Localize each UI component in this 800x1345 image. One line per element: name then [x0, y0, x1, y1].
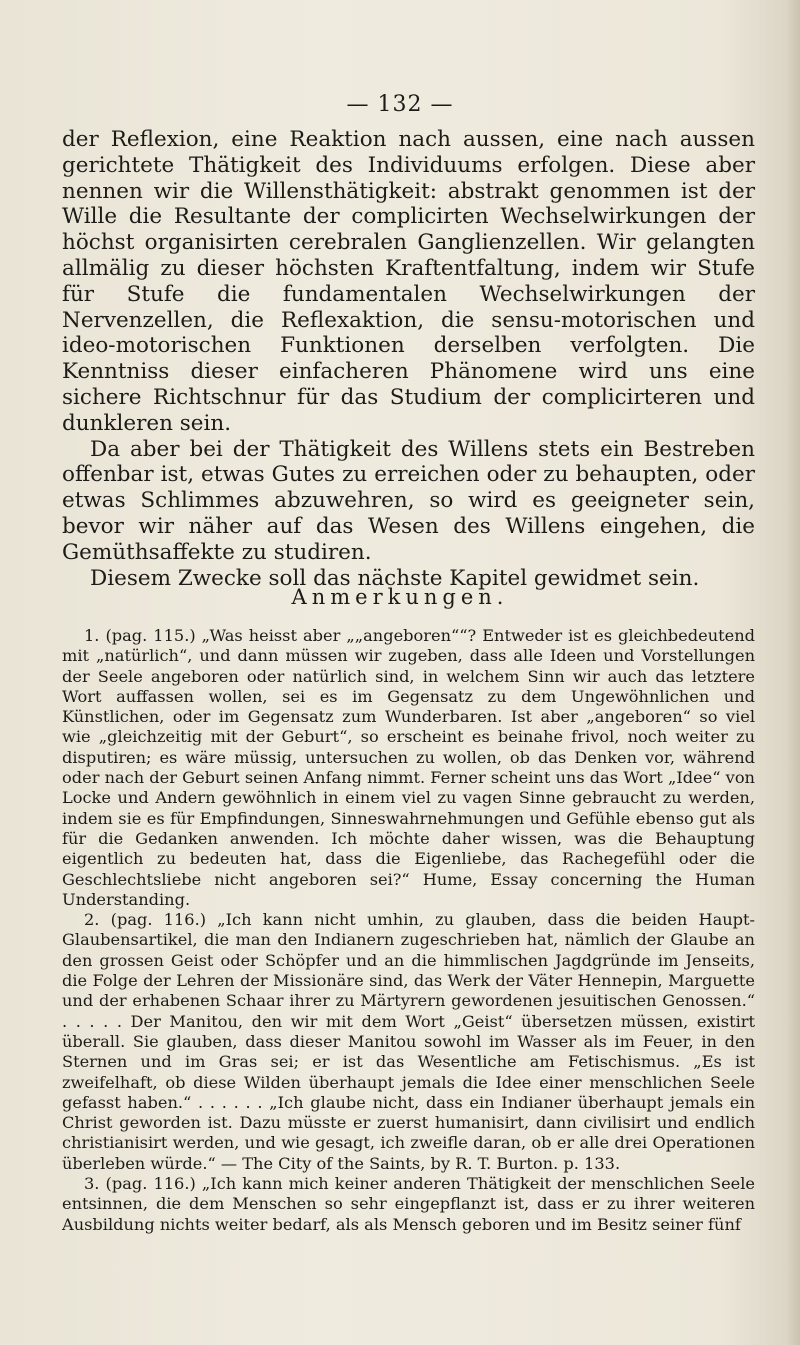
notes-section [62, 626, 755, 1235]
note-3: 3. (pag. 116.) „Ich kann mich keiner anderen Thätigkeit der menschlichen Seele entsinnen, die dem Menschen so sehr eingepflanzt ist, dass er zu ihrer weiteren Ausbildung nichts weiter bedarf, als als Mensch geboren und im Besitz seiner fünf [62, 1174, 755, 1234]
notes-heading: Anmerkungen. [291, 585, 509, 609]
paragraph-1: der Reflexion, eine Reaktion nach aussen, eine nach aussen gerichtete Thätigkeit des Individuums erfolgen. Diese aber nennen wir die Willensthätigkeit: abstrakt genommen ist der Wille die Resultante der complicirten Wechselwirkungen der höchst organisirten cerebralen Ganglienzellen. Wir gelangten allmälig zu dieser höchsten Kraftentfaltung, indem wir Stufe für Stufe die fundamentalen Wechselwirkungen der Nervenzellen, die Reflexaktion, die sensu-motorischen und ideo-motorischen Funktionen derselben verfolgten. Die Kenntniss dieser einfacheren Phänomene wird uns eine sichere Richtschnur für das Studium der complicirteren und dunkleren sein. [62, 127, 755, 436]
note-1: 1. (pag. 115.) „Was heisst aber „„angeboren““? Entweder ist es gleichbedeutend mit „natürlich“, und dann müssen wir zugeben, dass alle Ideen und Vorstellungen der Seele angeboren oder natürlich sind, in welchem Sinn wir auch das letztere Wort auffassen wollen, sei es im Gegensatz zu dem Ungewöhnlichen und Künstlichen, oder im Gegensatz zum Wunderbaren. Ist aber „angeboren“ so viel wie „gleichzeitig mit der Geburt“, so erscheint es beinahe frivol, noch weiter zu disputiren; es wäre müssig, untersuchen zu wollen, ob das Denken vor, während oder nach der Geburt seinen Anfang nimmt. Ferner scheint uns das Wort „Idee“ von Locke und Andern gewöhnlich in einem viel zu vagen Sinne gebraucht zu werden, indem sie es für Empfindungen, Sinneswahrnehmungen und Gefühle ebenso gut als für die Gedanken anwenden. Ich möchte daher wissen, was die Behauptung eigentlich zu bedeuten hat, dass die Eigenliebe, das Rachegefühl oder die Geschlechtsliebe nicht angeboren sei?“ Hume, Essay concerning the Human Understanding. [62, 626, 755, 909]
paragraph-2: Da aber bei der Thätigkeit des Willens stets ein Bestreben offenbar ist, etwas Gutes zu erreichen oder zu behaupten, oder etwas Schlimmes abzuwehren, so wird es geeigneter sein, bevor wir näher auf das Wesen des Willens eingehen, die Gemüthsaffekte zu studiren. [62, 436, 755, 565]
note-2: 2. (pag. 116.) „Ich kann nicht umhin, zu glauben, dass die beiden Haupt-Glaubensartikel, die man den Indianern zugeschrieben hat, nämlich der Glaube an den grossen Geist oder Schöpfer und an die himmlischen Jagdgründe im Jenseits, die Folge der Lehren der Missionäre sind, das Werk der Väter Hennepin, Marguette und der erhabenen Schaar ihrer zu Märtyrern gewordenen jesuitischen Genossen.“ . . . . . Der Manitou, den wir mit dem Wort „Geist“ übersetzen müssen, existirt überall. Sie glauben, dass dieser Manitou sowohl im Wasser als im Feuer, in den Sternen und im Gras sei; er ist das Wesentliche am Fetischismus. „Es ist zweifelhaft, ob diese Wilden überhaupt jemals die Idee einer menschlichen Seele gefasst haben.“ . . . . . . „Ich glaube nicht, dass ein Indianer überhaupt jemals ein Christ geworden ist. Dazu müsste er zuerst humanisirt, dann civilisirt und endlich christianisirt werden, und wie gesagt, ich zweifle daran, ob er alle drei Operationen überleben würde.“ — The City of the Saints, by R. T. Burton. p. 133. [62, 910, 755, 1173]
main-text [62, 127, 755, 591]
paragraph-3: Diesem Zwecke soll das nächste Kapitel gewidmet sein. [90, 565, 700, 591]
page-edge [786, 0, 800, 1345]
page-number: — 132 — [346, 92, 454, 117]
